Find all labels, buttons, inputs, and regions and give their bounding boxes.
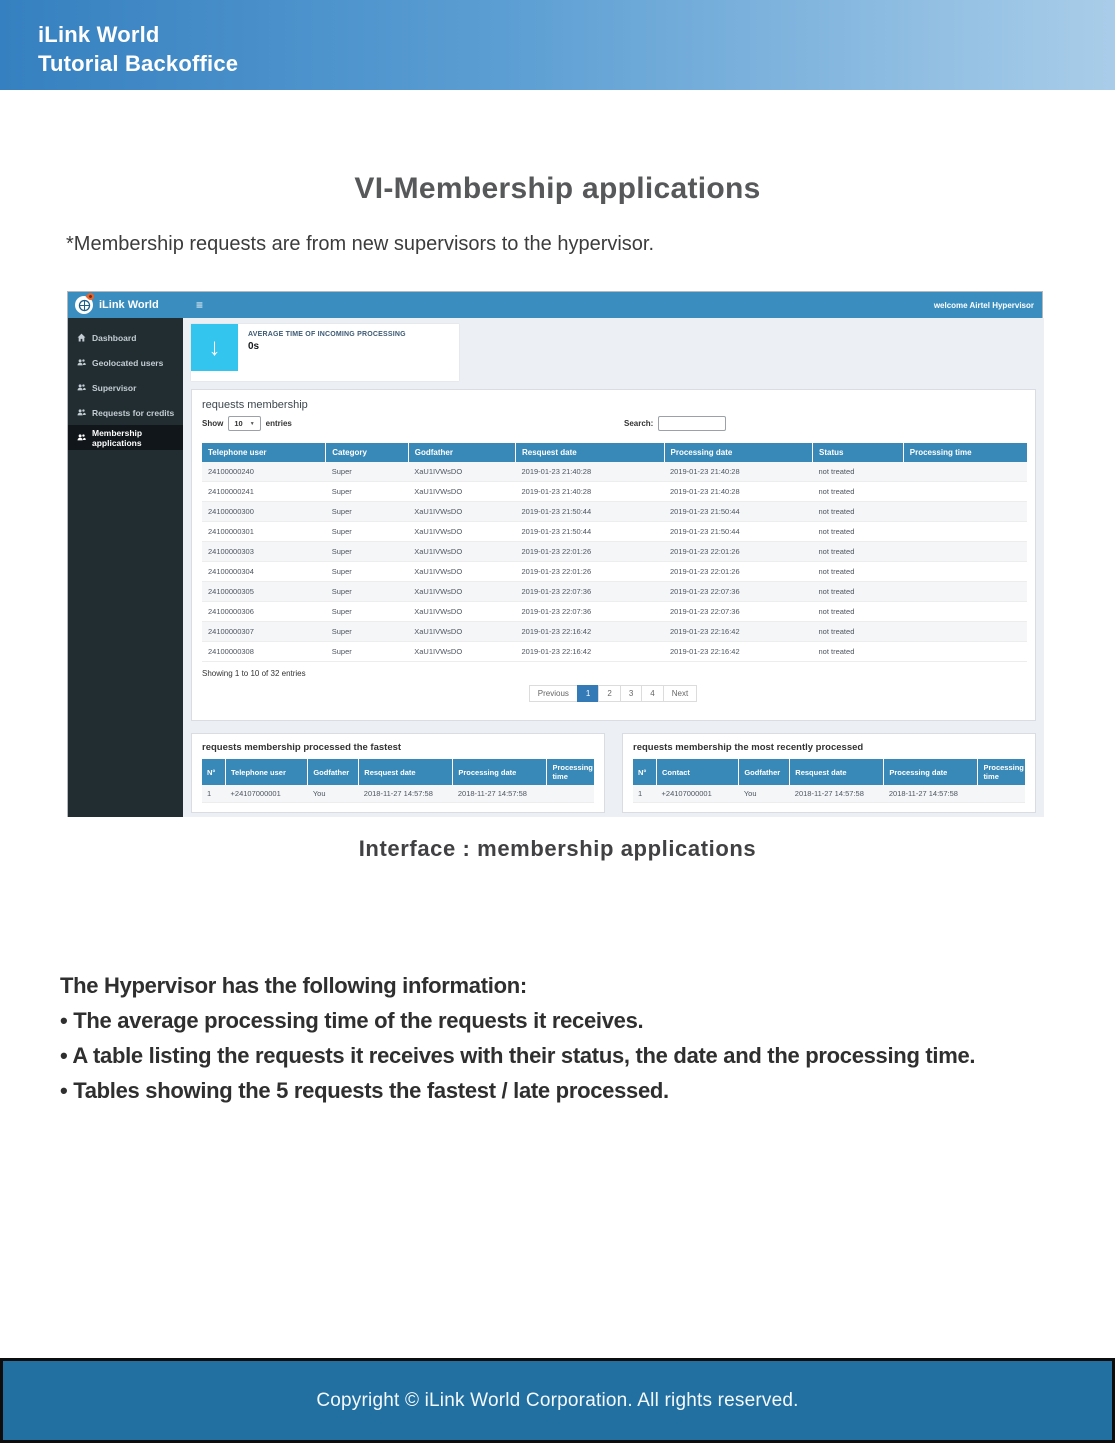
column-header: Processing date	[664, 443, 813, 462]
table-cell: Super	[326, 602, 409, 622]
table-cell: not treated	[813, 462, 904, 482]
table-cell: 24100000300	[202, 502, 326, 522]
search-input[interactable]	[658, 416, 726, 431]
info-intro: The Hypervisor has the following information:	[60, 973, 527, 998]
sidebar-item-membership-applications[interactable]	[68, 425, 183, 450]
sidebar-item-label: Dashboard	[92, 332, 137, 343]
column-header: Resquest date	[359, 759, 453, 785]
table-cell: 24100000308	[202, 642, 326, 662]
entries-label: entries	[265, 419, 292, 428]
users-icon	[77, 383, 86, 392]
table-cell: XaU1IVWsDO	[408, 482, 515, 502]
table-cell	[903, 482, 1027, 502]
app-screenshot	[67, 291, 1043, 817]
panel-title: requests membership processed the fastest	[202, 742, 402, 753]
bottom-panels	[191, 733, 1036, 813]
entries-summary: Showing 1 to 10 of 32 entries	[202, 669, 306, 678]
table-cell: Super	[326, 542, 409, 562]
sidebar-item-label: Requests for credits	[92, 407, 175, 418]
table-cell: XaU1IVWsDO	[408, 462, 515, 482]
table-cell: 2018-11-27 14:57:58	[359, 785, 453, 803]
header-line1: iLink World	[38, 22, 160, 47]
column-header: Status	[813, 443, 904, 462]
recently-processed-panel	[622, 733, 1036, 813]
table-cell: XaU1IVWsDO	[408, 642, 515, 662]
app-body	[68, 318, 1042, 817]
panel-title: requests membership the most recently processed	[633, 742, 864, 753]
screenshot-caption: Interface : membership applications	[358, 836, 757, 861]
table-row	[202, 502, 1027, 522]
column-header: Resquest date	[790, 759, 884, 785]
pagination-previous[interactable]: Previous	[529, 685, 578, 702]
sidebar-item-label: Geolocated users	[92, 357, 164, 368]
table-cell: 2019-01-23 22:01:26	[516, 542, 665, 562]
table-cell: 1	[633, 785, 657, 803]
table-cell: Super	[326, 482, 409, 502]
table-controls	[192, 416, 1035, 441]
chevron-down-icon: ▼	[249, 420, 255, 427]
fastest-processed-panel	[191, 733, 605, 813]
table-cell: XaU1IVWsDO	[408, 522, 515, 542]
table-cell: 2019-01-23 22:16:42	[664, 642, 813, 662]
table-cell	[903, 562, 1027, 582]
table-cell: 2019-01-23 21:50:44	[516, 522, 665, 542]
doc-note: *Membership requests are from new supervisors to the hypervisor.	[66, 233, 655, 255]
table-row	[202, 542, 1027, 562]
column-header: Godfather	[308, 759, 359, 785]
table-cell: not treated	[813, 502, 904, 522]
pagination-page-4[interactable]: 4	[641, 685, 663, 702]
table-row	[202, 785, 594, 803]
table-cell: not treated	[813, 622, 904, 642]
table-cell: XaU1IVWsDO	[408, 502, 515, 522]
table-cell: 2019-01-23 22:16:42	[516, 622, 665, 642]
table-row	[202, 622, 1027, 642]
column-header: Category	[326, 443, 409, 462]
table-cell: XaU1IVWsDO	[408, 582, 515, 602]
table-cell: 24100000304	[202, 562, 326, 582]
table-cell: 2019-01-23 22:07:36	[516, 602, 665, 622]
table-cell: 2019-01-23 21:40:28	[516, 482, 665, 502]
table-row	[202, 522, 1027, 542]
table-footer	[192, 662, 1035, 702]
fastest-processed-table	[202, 759, 594, 803]
column-header: Processing date	[453, 759, 547, 785]
table-cell: 2019-01-23 22:07:36	[664, 602, 813, 622]
table-row	[202, 562, 1027, 582]
table-row	[202, 462, 1027, 482]
table-header	[202, 443, 1027, 462]
column-header: Telephone user	[202, 443, 326, 462]
table-cell: XaU1IVWsDO	[408, 542, 515, 562]
table-cell	[903, 542, 1027, 562]
column-header: Godfather	[408, 443, 515, 462]
table-cell: Super	[326, 522, 409, 542]
panel-title: requests membership	[202, 399, 308, 411]
column-header: Processing time	[903, 443, 1027, 462]
table-cell	[903, 522, 1027, 542]
app-topbar	[68, 292, 1042, 318]
column-header: Processing time	[978, 759, 1025, 785]
table-body	[202, 785, 594, 803]
info-block	[60, 968, 1070, 1108]
column-header: Telephone user	[226, 759, 308, 785]
table-cell: 2019-01-23 22:07:36	[664, 582, 813, 602]
doc-title: VI-Membership applications	[354, 172, 761, 205]
table-row	[202, 582, 1027, 602]
sidebar-item-label: Membership applications	[92, 427, 143, 448]
sidebar-item-supervisor[interactable]	[68, 375, 183, 400]
app-brand[interactable]	[68, 292, 183, 318]
table-cell: Super	[326, 562, 409, 582]
sidebar-item-dashboard[interactable]	[68, 325, 183, 350]
table-cell	[978, 785, 1025, 803]
table-cell	[903, 582, 1027, 602]
welcome-text: welcome Airtel Hypervisor	[933, 300, 1034, 310]
page-length-value: 10	[234, 419, 243, 428]
page-length-select[interactable]	[228, 416, 260, 431]
table-row	[202, 482, 1027, 502]
table-cell: 24100000240	[202, 462, 326, 482]
show-label: Show	[202, 419, 224, 428]
table-cell	[903, 622, 1027, 642]
search-label: Search:	[624, 419, 654, 428]
table-cell: 2019-01-23 22:07:36	[516, 582, 665, 602]
table-cell: 2019-01-23 21:50:44	[664, 502, 813, 522]
table-cell: 2018-11-27 14:57:58	[790, 785, 884, 803]
table-cell: 24100000305	[202, 582, 326, 602]
stat-value: 0s	[248, 341, 260, 352]
table-cell: +24107000001	[657, 785, 739, 803]
table-cell: Super	[326, 582, 409, 602]
sidebar-item-requests-for-credits[interactable]	[68, 400, 183, 425]
app-brand-label: iLink World	[99, 299, 159, 311]
table-body	[633, 785, 1025, 803]
app-logo-icon	[75, 296, 93, 314]
table-cell: Super	[326, 622, 409, 642]
requests-membership-table	[202, 443, 1027, 662]
home-icon	[77, 333, 86, 342]
sidebar	[68, 318, 183, 817]
requests-membership-panel	[191, 389, 1036, 721]
table-cell: not treated	[813, 522, 904, 542]
stat-label: AVERAGE TIME OF INCOMING PROCESSING	[248, 331, 406, 338]
users-icon	[77, 358, 86, 367]
table-cell: Super	[326, 502, 409, 522]
table-cell: 2019-01-23 22:01:26	[664, 542, 813, 562]
info-bullet: • A table listing the requests it receives with their status, the date and the processing time.	[60, 1043, 976, 1068]
table-header	[202, 759, 594, 785]
table-cell	[547, 785, 594, 803]
table-cell: +24107000001	[226, 785, 308, 803]
table-cell	[903, 602, 1027, 622]
table-cell: not treated	[813, 482, 904, 502]
table-row	[202, 642, 1027, 662]
column-header: Resquest date	[516, 443, 665, 462]
recently-processed-table	[633, 759, 1025, 803]
column-header: Godfather	[739, 759, 790, 785]
table-cell: not treated	[813, 582, 904, 602]
table-cell: 2019-01-23 21:50:44	[664, 522, 813, 542]
table-cell: not treated	[813, 642, 904, 662]
search-control	[624, 416, 726, 431]
info-bullet: • The average processing time of the requests it receives.	[60, 1008, 644, 1033]
table-row	[633, 785, 1025, 803]
table-cell: not treated	[813, 542, 904, 562]
table-cell: 1	[202, 785, 226, 803]
table-cell: 2019-01-23 21:40:28	[664, 462, 813, 482]
pagination-page-2[interactable]: 2	[598, 685, 620, 702]
table-cell: Super	[326, 642, 409, 662]
column-header: Processing date	[884, 759, 978, 785]
table-cell: 2019-01-23 22:01:26	[516, 562, 665, 582]
users-icon	[77, 408, 86, 417]
table-cell: You	[739, 785, 790, 803]
globe-icon	[78, 299, 91, 312]
table-cell: 2019-01-23 22:01:26	[664, 562, 813, 582]
table-cell: XaU1IVWsDO	[408, 622, 515, 642]
table-cell: You	[308, 785, 359, 803]
table-cell: not treated	[813, 602, 904, 622]
table-cell: XaU1IVWsDO	[408, 602, 515, 622]
table-cell: 24100000303	[202, 542, 326, 562]
column-header: N°	[202, 759, 226, 785]
stat-card-average-time	[191, 324, 459, 381]
table-cell: XaU1IVWsDO	[408, 562, 515, 582]
table-cell	[903, 642, 1027, 662]
table-cell: 24100000241	[202, 482, 326, 502]
users-icon	[77, 433, 86, 442]
table-header	[633, 759, 1025, 785]
table-cell: 2019-01-23 22:16:42	[516, 642, 665, 662]
copyright-text: Copyright © iLink World Corporation. All rights reserved.	[316, 1389, 799, 1411]
sidebar-item-geolocated-users[interactable]	[68, 350, 183, 375]
pagination-page-3[interactable]: 3	[620, 685, 642, 702]
info-bullet: • Tables showing the 5 requests the fastest / late processed.	[60, 1078, 669, 1103]
pagination-next[interactable]: Next	[663, 685, 697, 702]
header-line2: Tutorial Backoffice	[38, 51, 239, 76]
page-footer	[0, 1358, 1115, 1443]
table-cell: 2018-11-27 14:57:58	[453, 785, 547, 803]
menu-toggle-icon[interactable]: ≡	[196, 298, 204, 312]
table-row	[202, 602, 1027, 622]
table-cell: 2019-01-23 22:16:42	[664, 622, 813, 642]
column-header: N°	[633, 759, 657, 785]
sidebar-item-label: Supervisor	[92, 382, 137, 393]
column-header: Contact	[657, 759, 739, 785]
table-cell: 24100000306	[202, 602, 326, 622]
column-header: Processing time	[547, 759, 594, 785]
arrow-down-icon: ↓	[191, 324, 238, 371]
table-cell	[903, 462, 1027, 482]
table-cell: 2019-01-23 21:40:28	[516, 462, 665, 482]
table-cell: not treated	[813, 562, 904, 582]
table-cell: 2019-01-23 21:50:44	[516, 502, 665, 522]
table-cell: 24100000301	[202, 522, 326, 542]
app-content	[183, 318, 1044, 817]
table-cell	[903, 502, 1027, 522]
pagination	[202, 685, 1025, 702]
table-cell: 2019-01-23 21:40:28	[664, 482, 813, 502]
page-header	[0, 0, 1115, 90]
table-cell: 24100000307	[202, 622, 326, 642]
table-cell: 2018-11-27 14:57:58	[884, 785, 978, 803]
pagination-page-1[interactable]: 1	[577, 685, 599, 702]
table-body	[202, 462, 1027, 662]
table-cell: Super	[326, 462, 409, 482]
page-length-control	[202, 416, 1025, 431]
